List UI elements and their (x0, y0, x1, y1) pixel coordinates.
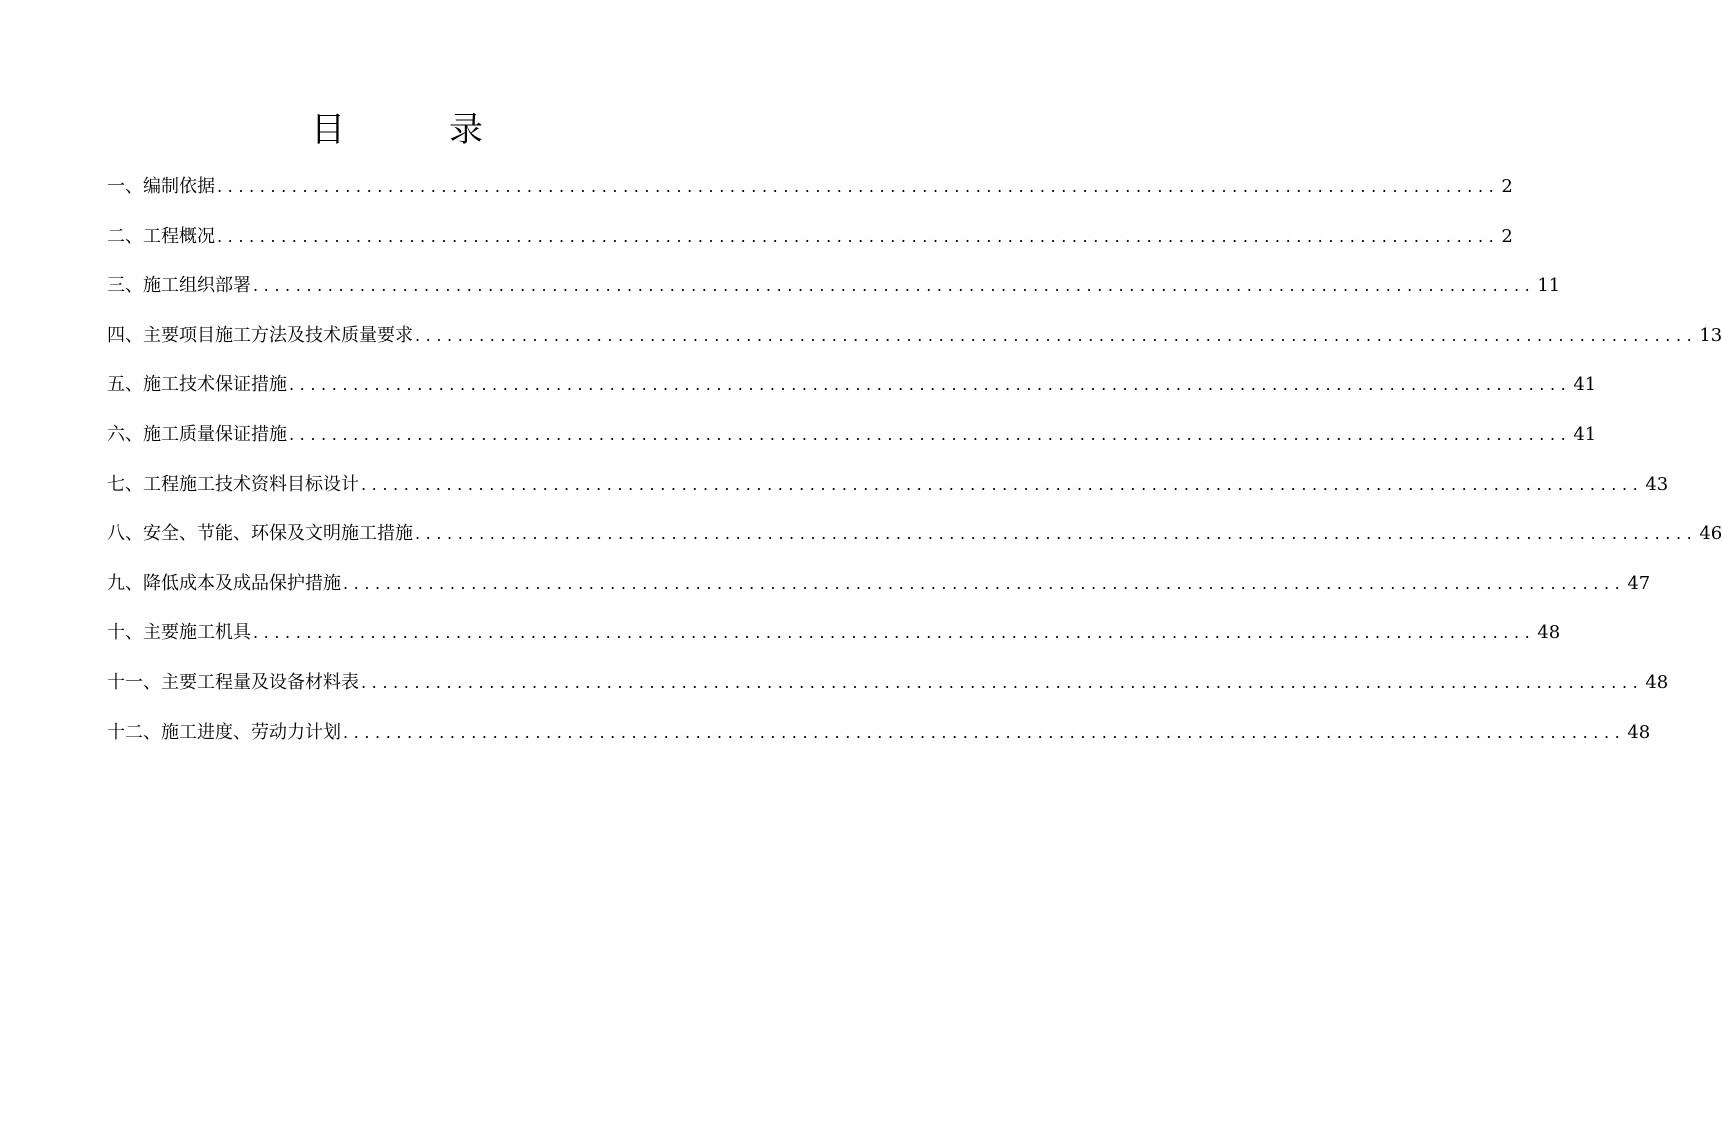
toc-entry[interactable] (107, 225, 1513, 276)
toc-title (0, 108, 794, 152)
toc-title-char-1: 目 (311, 110, 345, 150)
toc-title-char-2: 录 (449, 110, 483, 150)
toc-dot-leader: ........................................................................................................................ (253, 276, 1536, 296)
toc-entry-page-number: 13 (1699, 324, 1722, 346)
toc-dot-leader: ........................................................................................................................ (361, 474, 1644, 494)
toc-entry-page-number: 46 (1699, 523, 1722, 545)
toc-entry-label: 六、施工质量保证措施 (107, 423, 287, 445)
toc-entry-page-number: 41 (1573, 374, 1597, 396)
toc-entry-page-number: 47 (1627, 572, 1651, 594)
toc-dot-leader: ........................................................................................................................ (415, 325, 1698, 345)
toc-dot-leader: ........................................................................................................................ (415, 524, 1698, 544)
toc-entry-page-number: 48 (1537, 622, 1561, 644)
toc-entry[interactable] (107, 176, 1513, 226)
toc-entry-label: 八、安全、节能、环保及文明施工措施 (107, 523, 413, 545)
toc-entry[interactable] (107, 523, 1722, 573)
toc-dot-leader: ........................................................................................................................ (289, 375, 1572, 395)
toc-entry-page-number: 48 (1627, 721, 1651, 743)
toc-list (107, 176, 1722, 771)
toc-entry[interactable] (107, 572, 1651, 623)
toc-entry[interactable] (107, 374, 1597, 424)
toc-dot-leader: ........................................................................................................................ (217, 177, 1500, 196)
toc-entry[interactable] (107, 324, 1722, 375)
toc-entry[interactable] (107, 671, 1669, 722)
toc-entry[interactable] (107, 473, 1669, 524)
toc-dot-leader: ........................................................................................................................ (217, 226, 1500, 246)
toc-entry-page-number: 41 (1573, 423, 1597, 445)
toc-entry[interactable] (107, 423, 1597, 474)
toc-entry-label: 七、工程施工技术资料目标设计 (107, 473, 359, 495)
toc-entry-page-number: 48 (1645, 671, 1669, 693)
toc-dot-leader: ........................................................................................................................ (361, 672, 1644, 692)
toc-dot-leader: ........................................................................................................................ (289, 424, 1572, 444)
toc-entry-label: 四、主要项目施工方法及技术质量要求 (107, 324, 413, 346)
toc-dot-leader: ........................................................................................................................ (343, 573, 1626, 593)
toc-entry-page-number: 11 (1537, 275, 1561, 297)
toc-entry-page-number: 43 (1645, 473, 1669, 495)
toc-dot-leader: ........................................................................................................................ (253, 623, 1536, 643)
toc-entry-page-number: 2 (1501, 225, 1513, 247)
toc-entry[interactable] (107, 721, 1651, 772)
toc-entry-label: 五、施工技术保证措施 (107, 374, 287, 396)
toc-entry-label: 十二、施工进度、劳动力计划 (107, 721, 341, 743)
toc-entry-page-number: 2 (1501, 176, 1513, 197)
toc-entry-label: 十一、主要工程量及设备材料表 (107, 671, 359, 693)
toc-entry[interactable] (107, 622, 1561, 672)
toc-entry-label: 九、降低成本及成品保护措施 (107, 572, 341, 594)
toc-entry-label: 一、编制依据 (107, 176, 215, 197)
toc-entry-label: 二、工程概况 (107, 225, 215, 247)
toc-entry-label: 十、主要施工机具 (107, 622, 251, 644)
toc-entry[interactable] (107, 275, 1561, 325)
toc-dot-leader: ........................................................................................................................ (343, 722, 1626, 742)
toc-entry-label: 三、施工组织部署 (107, 275, 251, 297)
